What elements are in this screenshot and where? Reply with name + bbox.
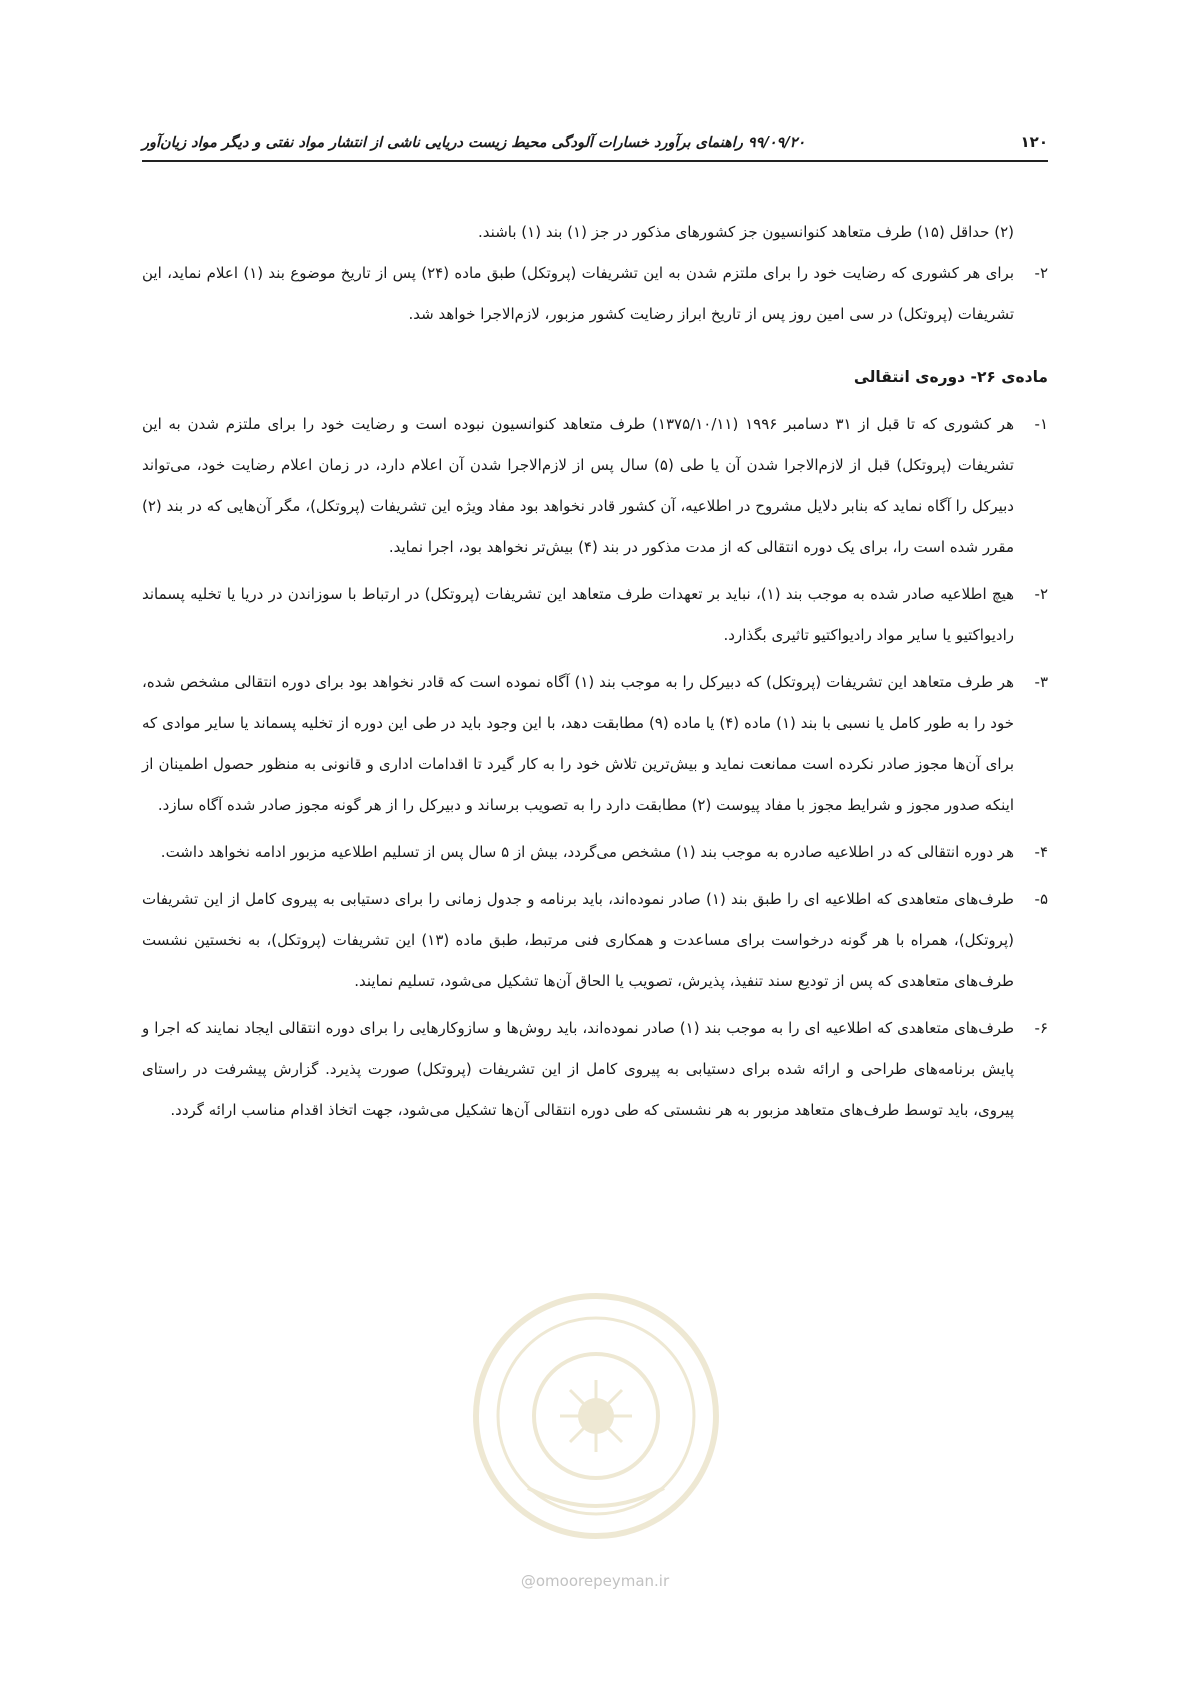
list-item-text: هر طرف متعاهد این تشریفات (پروتکل) که دبیرکل را به موجب بند (۱) آگاه نموده است که قادر نخواهد بود برای دوره انتقالی مشخص شده، خود را به طور کامل یا نسبی با بند (۱) ماده (۴) یا ماده (۹) مطابقت دهد، با این وجود باید در طی این دوره از تخلیه پسماند یا سایر موادی که برای آن‌ها مجوز صادر نکرده است ممانعت نماید و بیش‌ترین تلاش خود را به کار گیرد تا اقدامات اداری و قانونی به منظور حصول اطمینان از اینکه صدور مجوز و شرایط مجوز با مفاد پیوست (۲) مطابقت دارد را به تصویب برساند و دبیرکل را از هر گونه مجوز صادر شده آگاه سازد. <box>142 673 1014 814</box>
list-item-number: ۱- <box>1034 415 1048 433</box>
list-item <box>142 879 1048 1002</box>
section-heading: ماده‌ی ۲۶- دوره‌ی انتقالی <box>853 368 1048 386</box>
page-number: ۱۲۰ <box>1020 133 1048 151</box>
list-item <box>142 1008 1048 1131</box>
header-divider <box>142 160 1048 162</box>
list-item-number: ۲- <box>1034 585 1048 603</box>
continuation-paragraph: (۲) حداقل (۱۵) طرف متعاهد کنوانسیون جز کشورهای مذکور در جز (۱) بند (۱) باشند. <box>478 223 1014 241</box>
page-header <box>142 128 1048 156</box>
list-item-number: ۶- <box>1034 1019 1048 1037</box>
list-item-number: ۳- <box>1034 673 1048 691</box>
list-item <box>142 832 1048 873</box>
list-item-text: هر کشوری که تا قبل از ۳۱ دسامبر ۱۹۹۶ (۱۳۷۵/۱۰/۱۱) طرف متعاهد کنوانسیون نبوده است و رضایت خود را برای ملتزم شدن به این تشریفات (پروتکل) قبل از لازم‌الاجرا شدن آن یا طی (۵) سال پس از لازم‌الاجرا شدن آن اعلام دارد، در زمان اعلام رضایت خود، می‌تواند دبیرکل را آگاه نماید که بنابر دلایل مشروح در اطلاعیه، آن کشور قادر نخواهد بود مفاد ویژه این تشریفات (پروتکل)، مگر آن‌هایی که در بند (۲) مقرر شده است را، برای یک دوره انتقالی که از مدت مذکور در بند (۴) بیش‌تر نخواهد بود، اجرا نماید. <box>142 415 1014 556</box>
list-item-text: هر دوره انتقالی که در اطلاعیه صادره به موجب بند (۱) مشخص می‌گردد، بیش از ۵ سال پس از تسلیم اطلاعیه مزبور ادامه نخواهد داشت. <box>160 843 1014 861</box>
list-item-text: طرف‌های متعاهدی که اطلاعیه ای را به موجب بند (۱) صادر نموده‌اند، باید روش‌ها و سازوکارهایی را برای دوره انتقالی ایجاد نمایند که اجرا و پایش برنامه‌های طراحی و ارائه شده برای دستیابی به پیروی کامل از این تشریفات (پروتکل) صورت پذیرد. گزارش پیشرفت در راستای پیروی، باید توسط طرف‌های متعاهد مزبور به هر نشستی که طی دوره انتقالی آن‌ها تشکیل می‌شود، جهت اتخاذ اقدام مناسب ارائه گردد. <box>142 1019 1015 1119</box>
list-item-number: ۲- <box>1034 264 1048 282</box>
list-item <box>142 662 1048 826</box>
watermark-seal-icon <box>468 1288 724 1544</box>
page-body <box>142 212 1048 1131</box>
list-item-number: ۵- <box>1034 890 1048 908</box>
header-title: ۹۹/۰۹/۲۰ راهنمای برآورد خسارات آلودگی محیط زیست دریایی ناشی از انتشار مواد نفتی و دیگر مواد زیان‌آور <box>142 133 806 151</box>
list-item-text: برای هر کشوری که رضایت خود را برای ملتزم شدن به این تشریفات (پروتکل) طبق ماده (۲۴) پس از تاریخ موضوع بند (۱) اعلام نماید، این تشریفات (پروتکل) در سی امین روز پس از تاریخ ابراز رضایت کشور مزبور، لازم‌الاجرا خواهد شد. <box>142 264 1014 323</box>
list-item <box>142 574 1048 656</box>
list-item-text: هیچ اطلاعیه صادر شده به موجب بند (۱)، نباید بر تعهدات طرف متعاهد این تشریفات (پروتکل) در ارتباط با سوزاندن در دریا یا تخلیه پسماند رادیواکتیو یا سایر مواد رادیواکتیو تاثیری بگذارد. <box>142 585 1015 644</box>
list-item <box>142 404 1048 568</box>
list-item-text: طرف‌های متعاهدی که اطلاعیه ای را طبق بند (۱) صادر نموده‌اند، باید برنامه و جدول زمانی را برای دستیابی به پیروی کامل از این تشریفات (پروتکل)، همراه با هر گونه درخواست برای مساعدت و همکاری فنی مرتبط، طبق ماده (۱۳) این تشریفات (پروتکل)، به نخستین نشست طرف‌های متعاهدی که پس از توديع سند تنفیذ، پذیرش، تصویب یا الحاق آن‌ها تشکیل می‌شود، تسلیم نمایند. <box>142 890 1014 990</box>
list-item <box>142 253 1048 335</box>
list-item-number: ۴- <box>1034 843 1048 861</box>
watermark-url: @omoorepeyman.ir <box>520 1572 670 1590</box>
